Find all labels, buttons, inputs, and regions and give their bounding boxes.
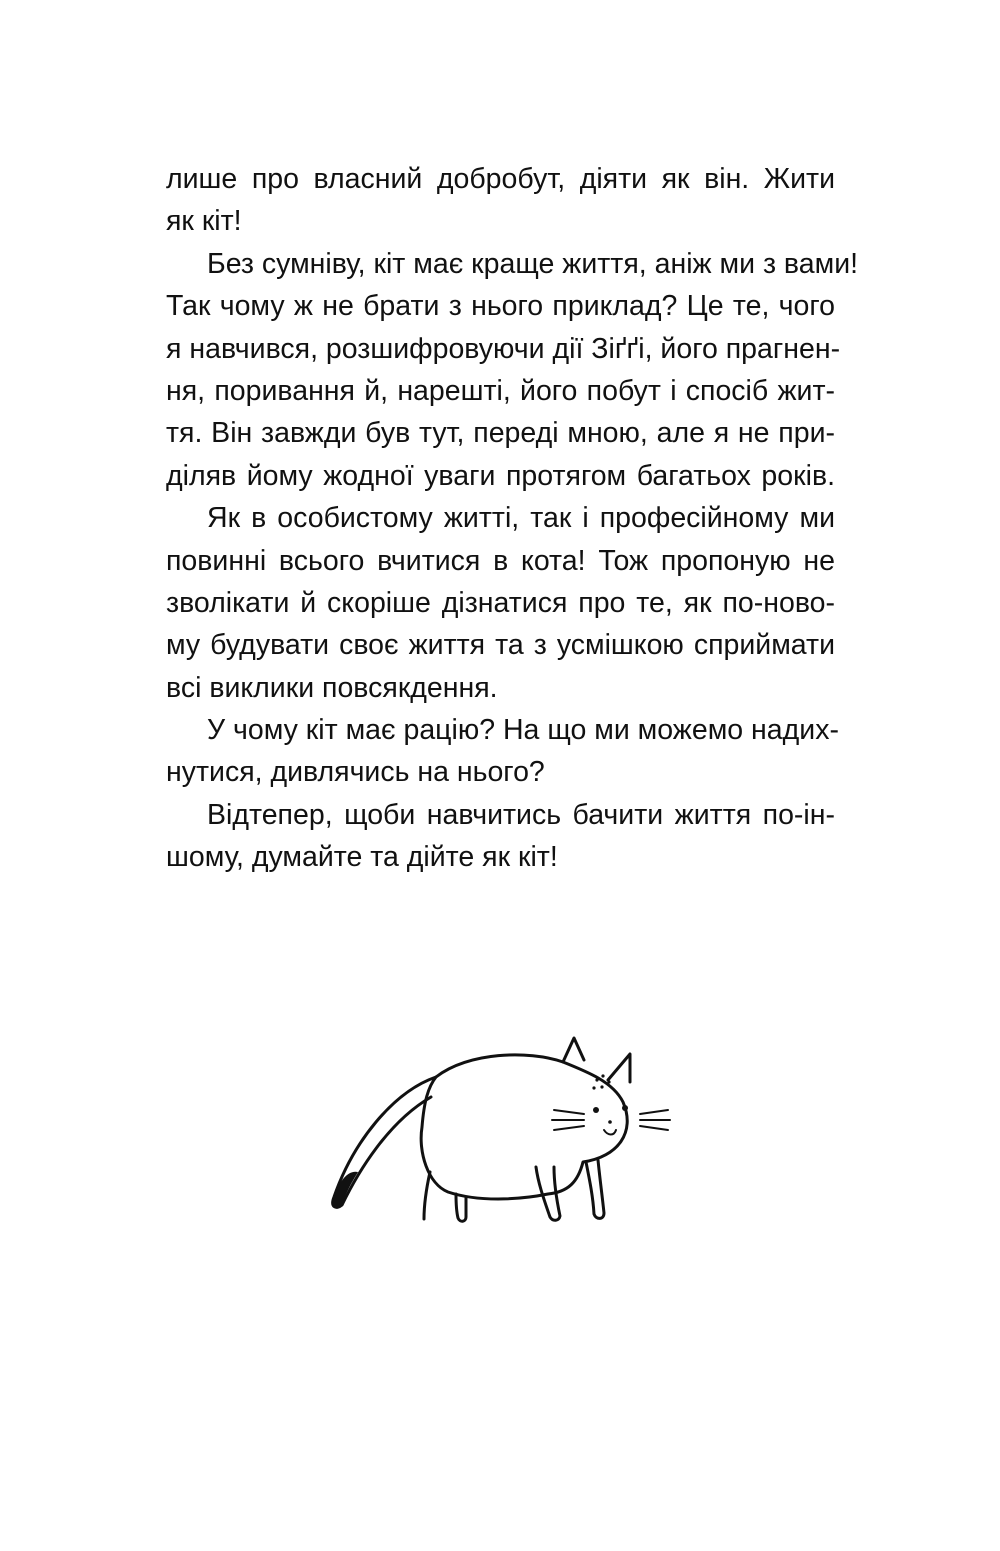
text-line: тя. Він завжди був тут, переді мною, але я не при- bbox=[166, 417, 835, 450]
paragraph-5 bbox=[166, 794, 835, 879]
text-line: всі виклики повсякдення. bbox=[166, 671, 498, 704]
cat-illustration-icon bbox=[318, 1022, 678, 1232]
text-line: ня, поривання й, нарешті, його побут і спосіб жит- bbox=[166, 374, 835, 407]
text-line: му будувати своє життя та з усмішкою сприймати bbox=[166, 629, 835, 662]
text-line: діляв йому жодної уваги протягом багатьох років. bbox=[166, 459, 835, 492]
paragraph-3 bbox=[166, 497, 835, 709]
text-line: повинні всього вчитися в кота! Тож пропоную не bbox=[166, 544, 835, 577]
text-line: Як в особистому житті, так і професійному ми bbox=[207, 502, 835, 535]
text-line: У чому кіт має рацію? На що ми можемо надих- bbox=[207, 714, 839, 747]
paragraph-1 bbox=[166, 158, 835, 243]
text-line: лише про власний добробут, діяти як він. Жити bbox=[166, 163, 835, 195]
text-line: Відтепер, щоби навчитись бачити життя по-ін- bbox=[207, 798, 835, 831]
text-line: зволікати й скоріше дізнатися про те, як по-ново- bbox=[166, 586, 835, 619]
text-line: Без сумніву, кіт має краще життя, аніж ми з вами! bbox=[207, 247, 859, 280]
text-line: я навчився, розшифровуючи дії Зіґґі, його прагнен- bbox=[166, 332, 841, 365]
text-line: Так чому ж не брати з нього приклад? Це те, чого bbox=[166, 290, 835, 323]
text-line: шому, думайте та дійте як кіт! bbox=[166, 841, 558, 874]
text-line: як кіт! bbox=[166, 205, 242, 238]
text-line: нутися, дивлячись на нього? bbox=[166, 756, 545, 789]
paragraph-4 bbox=[166, 709, 839, 794]
paragraph-2 bbox=[166, 243, 859, 497]
body-text bbox=[166, 158, 859, 879]
